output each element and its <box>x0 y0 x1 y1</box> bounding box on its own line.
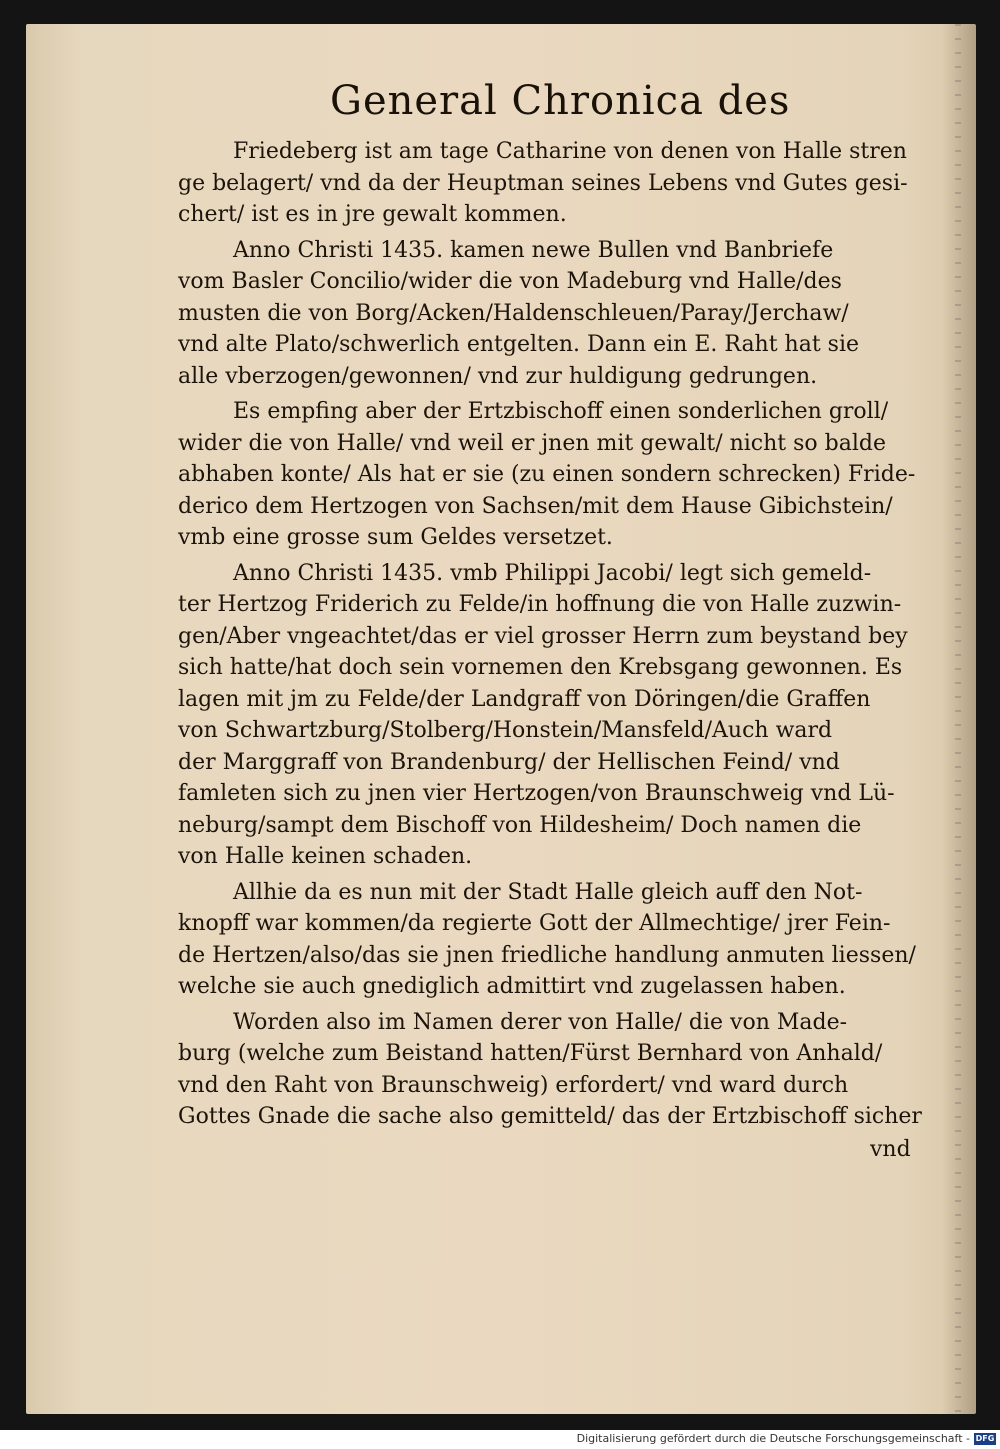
text-line: Worden also im Namen derer von Halle/ die von Made- <box>233 1009 848 1035</box>
text-line: Anno Christi 1435. kamen newe Bullen vnd Banbriefe <box>233 237 834 263</box>
text-line: ge belagert/ vnd da der Heuptman seines Lebens vnd Gutes gesi- <box>178 170 908 196</box>
text-line: sich hatte/hat doch sein vornemen den Krebsgang gewonnen. Es <box>178 655 903 680</box>
text-line: de Hertzen/also/das sie jnen friedliche handlung anmuten liessen/ <box>178 942 916 968</box>
text-line: vnd den Raht von Braunschweig) erfordert/ vnd ward durch <box>178 1072 849 1098</box>
text-line: welche sie auch gnediglich admittirt vnd zugelassen haben. <box>178 974 846 999</box>
text-line: neburg/sampt dem Bischoff von Hildesheim/ Doch namen die <box>178 812 862 838</box>
binding-edge <box>955 24 961 1414</box>
footer-bar <box>0 1430 1000 1449</box>
text-line: lagen mit jm zu Felde/der Landgraff von Döringen/die Graffen <box>178 686 871 712</box>
text-line: famleten sich zu jnen vier Hertzogen/von Braunschweig vnd Lü- <box>178 781 895 806</box>
text-line: Es empfing aber der Ertzbischoff einen sonderlichen groll/ <box>233 399 889 424</box>
text-line: alle vberzogen/gewonnen/ vnd zur huldigung gedrungen. <box>178 363 818 389</box>
text-line: Allhie da es nun mit der Stadt Halle gleich auff den Not- <box>233 879 863 905</box>
text-line: abhaben konte/ Als hat er sie (zu einen sondern schrecken) Fride- <box>178 462 916 487</box>
running-title: General Chronica des <box>330 78 791 124</box>
text-line: vom Basler Concilio/wider die von Madeburg vnd Halle/des <box>178 269 842 294</box>
text-line: derico dem Hertzogen von Sachsen/mit dem Hause Gibichstein/ <box>178 493 893 519</box>
text-line: knopff war kommen/da regierte Gott der Allmechtige/ jrer Fein- <box>178 911 891 936</box>
funding-credit: Digitalisierung gefördert durch die Deutsche Forschungsgemeinschaft - <box>576 1432 970 1445</box>
text-line: gen/Aber vngeachtet/das er viel grosser Herrn zum beystand bey <box>178 623 908 649</box>
text-line: Friedeberg ist am tage Catharine von denen von Halle stren <box>233 139 907 164</box>
text-line: burg (welche zum Beistand hatten/Fürst Bernhard von Anhald/ <box>178 1041 883 1066</box>
text-line: musten die von Borg/Acken/Haldenschleuen/Paray/Jerchaw/ <box>178 300 849 326</box>
catchword: vnd <box>870 1137 911 1162</box>
text-line: chert/ ist es in jre gewalt kommen. <box>178 202 567 227</box>
text-line: vmb eine grosse sum Geldes versetzet. <box>178 525 613 550</box>
text-line: Gottes Gnade die sache also gemitteld/ das der Ertzbischoff sicher <box>178 1104 922 1129</box>
dfg-logo-icon: DFG <box>975 1434 995 1443</box>
text-line: wider die von Halle/ vnd weil er jnen mit gewalt/ nicht so balde <box>178 430 886 456</box>
text-line: von Halle keinen schaden. <box>178 844 473 869</box>
text-line: von Schwartzburg/Stolberg/Honstein/Mansfeld/Auch ward <box>178 718 833 743</box>
body-text <box>178 136 924 1133</box>
text-line: ter Hertzog Friderich zu Felde/in hoffnung die von Halle zuzwin- <box>178 592 902 617</box>
text-line: der Marggraff von Brandenburg/ der Hellischen Feind/ vnd <box>178 749 840 775</box>
text-line: vnd alte Plato/schwerlich entgelten. Dann ein E. Raht hat sie <box>178 332 860 357</box>
text-line: Anno Christi 1435. vmb Philippi Jacobi/ legt sich gemeld- <box>233 560 872 586</box>
